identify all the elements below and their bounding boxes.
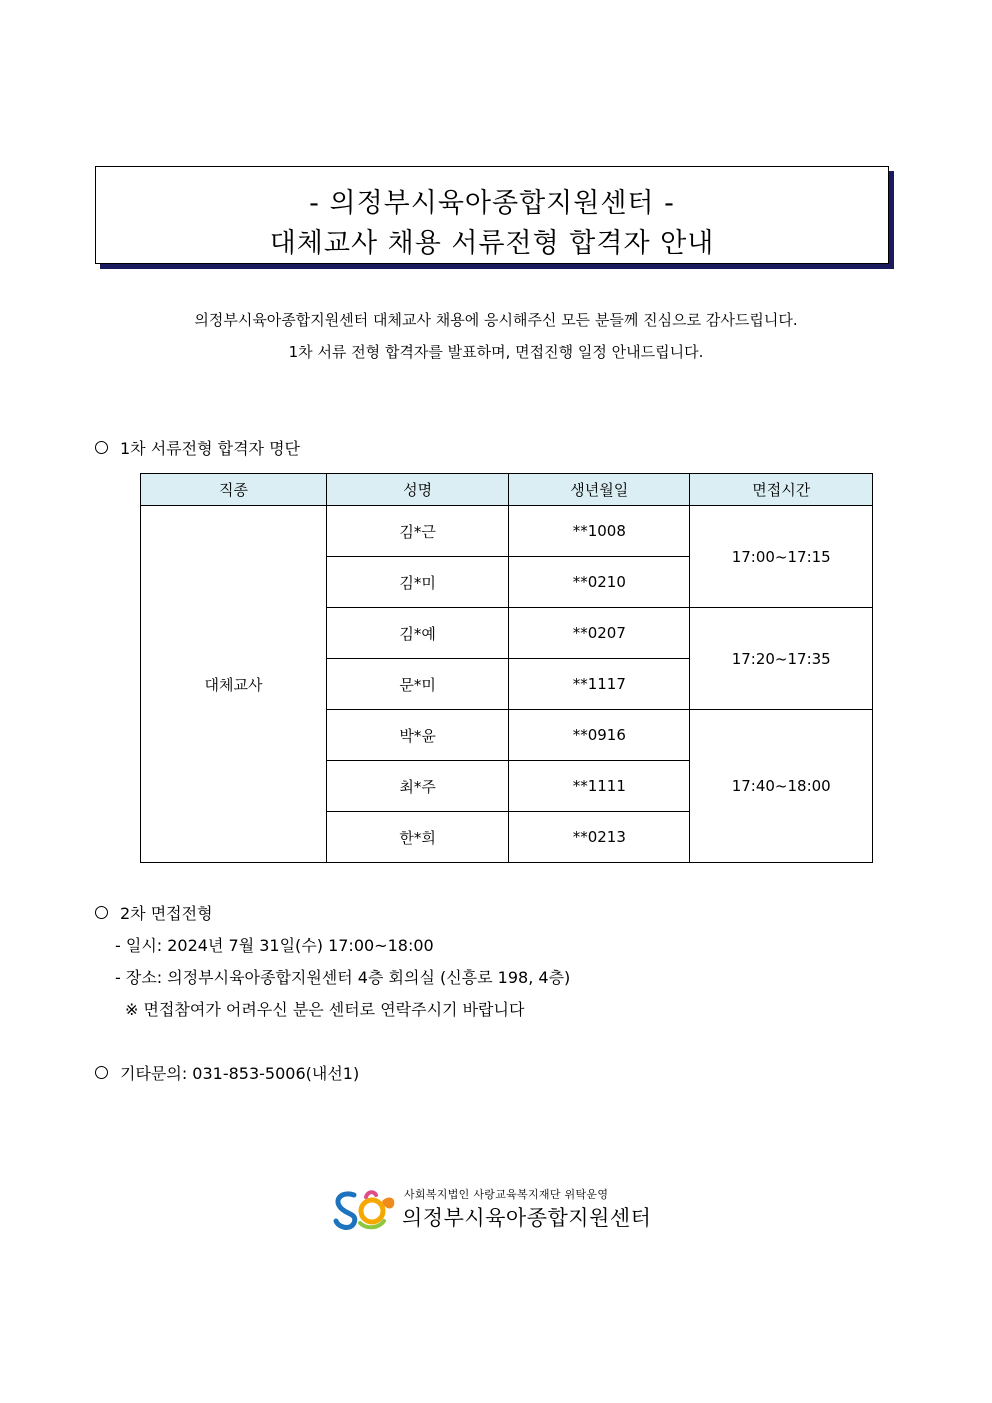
circle-bullet-icon xyxy=(95,1066,108,1079)
contact-text: 기타문의: 031-853-5006(내선1) xyxy=(120,1064,360,1083)
section-2-heading-text: 2차 면접전형 xyxy=(120,904,213,923)
circle-bullet-icon xyxy=(95,441,108,454)
roster-table xyxy=(140,473,873,863)
interview-date: - 일시: 2024년 7월 31일(수) 17:00~18:00 xyxy=(115,936,434,955)
header-time: 면접시간 xyxy=(690,474,873,506)
intro-line-2: 1차 서류 전형 합격자를 발표하며, 면접진행 일정 안내드립니다. xyxy=(288,343,704,361)
section-1-heading-text: 1차 서류전형 합격자 명단 xyxy=(120,439,300,458)
name-cell: 최*주 xyxy=(327,761,509,812)
time-cell: 17:40~18:00 xyxy=(690,710,873,863)
section-2-heading xyxy=(95,901,213,924)
birth-cell: **1111 xyxy=(509,761,690,812)
logo-name: 의정부시육아종합지원센터 xyxy=(402,1206,652,1230)
name-cell: 김*근 xyxy=(327,506,509,557)
title-center-name: - 의정부시육아종합지원센터 - xyxy=(309,188,675,219)
name-cell: 김*예 xyxy=(327,608,509,659)
logo-subtitle: 사회복지법인 사랑교육복지재단 위탁운영 xyxy=(404,1188,609,1201)
header-name: 성명 xyxy=(327,474,509,506)
section-3-contact xyxy=(95,1061,359,1084)
table-header-row xyxy=(141,474,873,506)
interview-note: ※ 면접참여가 어려우신 분은 센터로 연락주시기 바랍니다 xyxy=(125,1000,525,1019)
title-box xyxy=(95,166,889,264)
section-1-heading xyxy=(95,436,300,459)
header-job: 직종 xyxy=(141,474,327,506)
name-cell: 한*희 xyxy=(327,812,509,863)
birth-cell: **0916 xyxy=(509,710,690,761)
birth-cell: **0210 xyxy=(509,557,690,608)
center-logo xyxy=(332,1185,662,1231)
header-birth: 생년월일 xyxy=(509,474,690,506)
circle-bullet-icon xyxy=(95,906,108,919)
interview-place: - 장소: 의정부시육아종합지원센터 4층 회의실 (신흥로 198, 4층) xyxy=(115,968,571,987)
birth-cell: **1117 xyxy=(509,659,690,710)
birth-cell: **0207 xyxy=(509,608,690,659)
table-row xyxy=(141,506,873,557)
intro-line-1: 의정부시육아종합지원센터 대체교사 채용에 응시해주신 모든 분들께 진심으로 감사드립니다. xyxy=(194,311,798,329)
logo-emblem-icon xyxy=(332,1185,400,1231)
title-main: 대체교사 채용 서류전형 합격자 안내 xyxy=(269,228,715,259)
job-cell: 대체교사 xyxy=(141,506,327,863)
name-cell: 문*미 xyxy=(327,659,509,710)
birth-cell: **1008 xyxy=(509,506,690,557)
name-cell: 박*윤 xyxy=(327,710,509,761)
birth-cell: **0213 xyxy=(509,812,690,863)
time-cell: 17:00~17:15 xyxy=(690,506,873,608)
time-cell: 17:20~17:35 xyxy=(690,608,873,710)
name-cell: 김*미 xyxy=(327,557,509,608)
